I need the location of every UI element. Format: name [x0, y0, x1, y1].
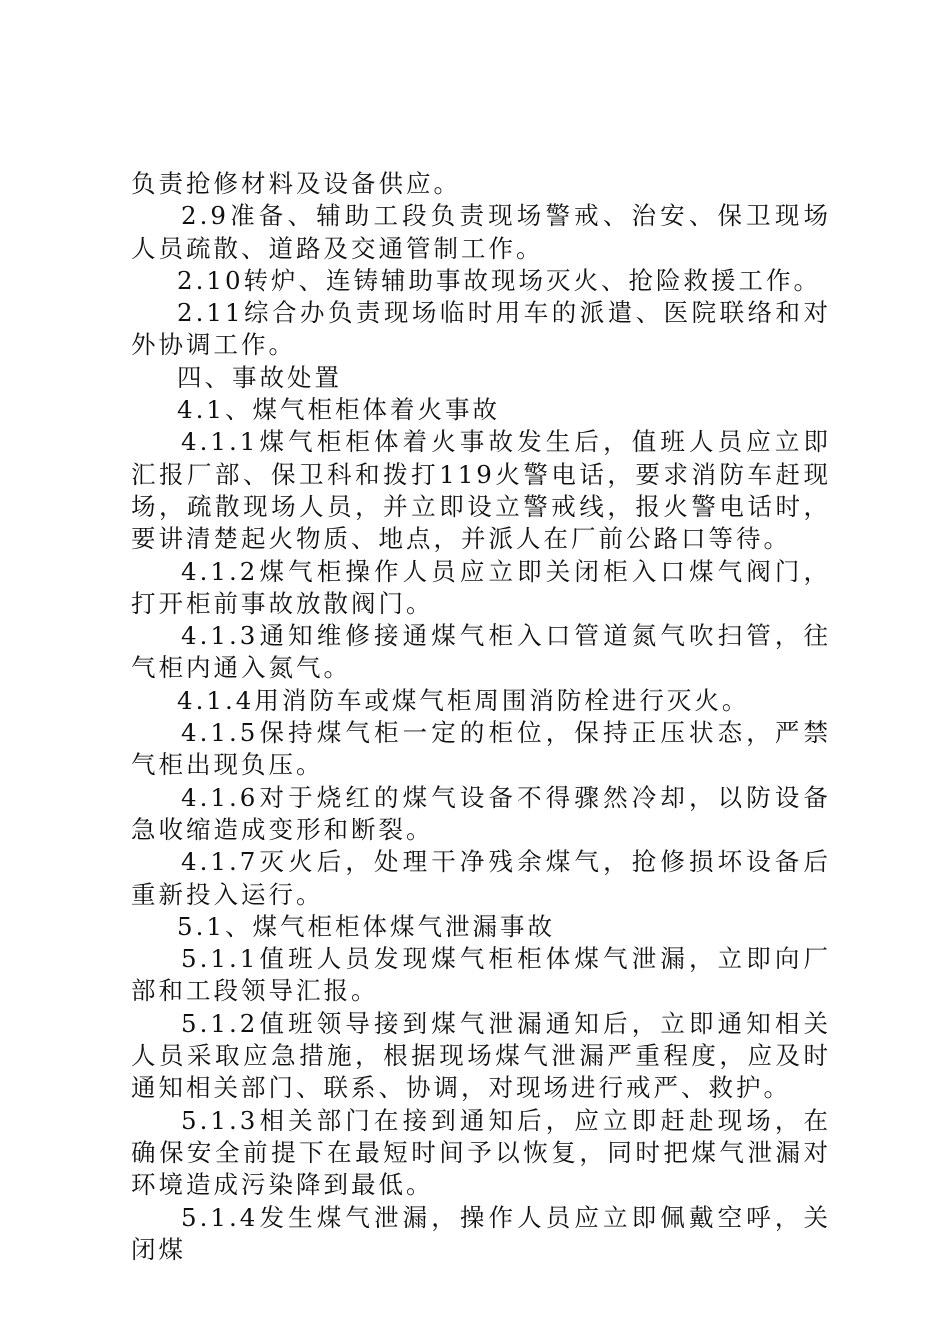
paragraph-4-1-1: 4.1.1煤气柜柜体着火事故发生后，值班人员应立即汇报厂部、保卫科和拨打119火警电话，要求消防车赶现场，疏散现场人员，并立即设立警戒线，报火警电话时，要讲清楚起火物质、地点，并派人在厂前公路口等待。	[131, 427, 831, 554]
paragraph-2-11: 2.11综合办负责现场临时用车的派遣、医院联络和对外协调工作。	[131, 298, 831, 360]
paragraph-4-1-3: 4.1.3通知维修接通煤气柜入口管道氮气吹扫管，往气柜内通入氮气。	[131, 621, 831, 683]
paragraph-4-1-7: 4.1.7灭火后，处理干净残余煤气，抢修损坏设备后重新投入运行。	[131, 847, 831, 909]
paragraph-continuation: 负责抢修材料及设备供应。	[131, 169, 461, 198]
paragraph-2-10: 2.10转炉、连铸辅助事故现场灭火、抢险救援工作。	[177, 265, 822, 295]
paragraph-4-1-5: 4.1.5保持煤气柜一定的柜位，保持正压状态，严禁气柜出现负压。	[131, 718, 831, 780]
paragraph-5-1-1: 5.1.1值班人员发现煤气柜柜体煤气泄漏，立即向厂部和工段领导汇报。	[131, 944, 831, 1006]
document-body	[131, 168, 831, 1266]
subsection-heading-5-1: 5.1、煤气柜柜体煤气泄漏事故	[177, 911, 555, 941]
paragraph-4-1-2: 4.1.2煤气柜操作人员应立即关闭柜入口煤气阀门，打开柜前事故放散阀门。	[131, 556, 831, 618]
paragraph-2-9: 2.9准备、辅助工段负责现场警戒、治安、保卫现场人员疏散、道路及交通管制工作。	[131, 201, 831, 263]
paragraph-4-1-4: 4.1.4用消防车或煤气柜周围消防栓进行灭火。	[177, 685, 750, 715]
paragraph-5-1-3: 5.1.3相关部门在接到通知后，应立即赶赴现场，在确保安全前提下在最短时间予以恢复，同时把煤气泄漏对环境造成污染降到最低。	[131, 1105, 831, 1200]
subsection-heading-4-1: 4.1、煤气柜柜体着火事故	[177, 395, 500, 425]
paragraph-4-1-6: 4.1.6对于烧红的煤气设备不得骤然冷却，以防设备急收缩造成变形和断裂。	[131, 782, 831, 844]
section-heading-accident-handling: 四、事故处置	[177, 362, 342, 392]
paragraph-5-1-2: 5.1.2值班领导接到煤气泄漏通知后，立即通知相关人员采取应急措施，根据现场煤气泄漏严重程度，应及时通知相关部门、联系、协调，对现场进行戒严、救护。	[131, 1008, 831, 1103]
paragraph-5-1-4: 5.1.4发生煤气泄漏，操作人员应立即佩戴空呼，关闭煤	[131, 1202, 831, 1264]
